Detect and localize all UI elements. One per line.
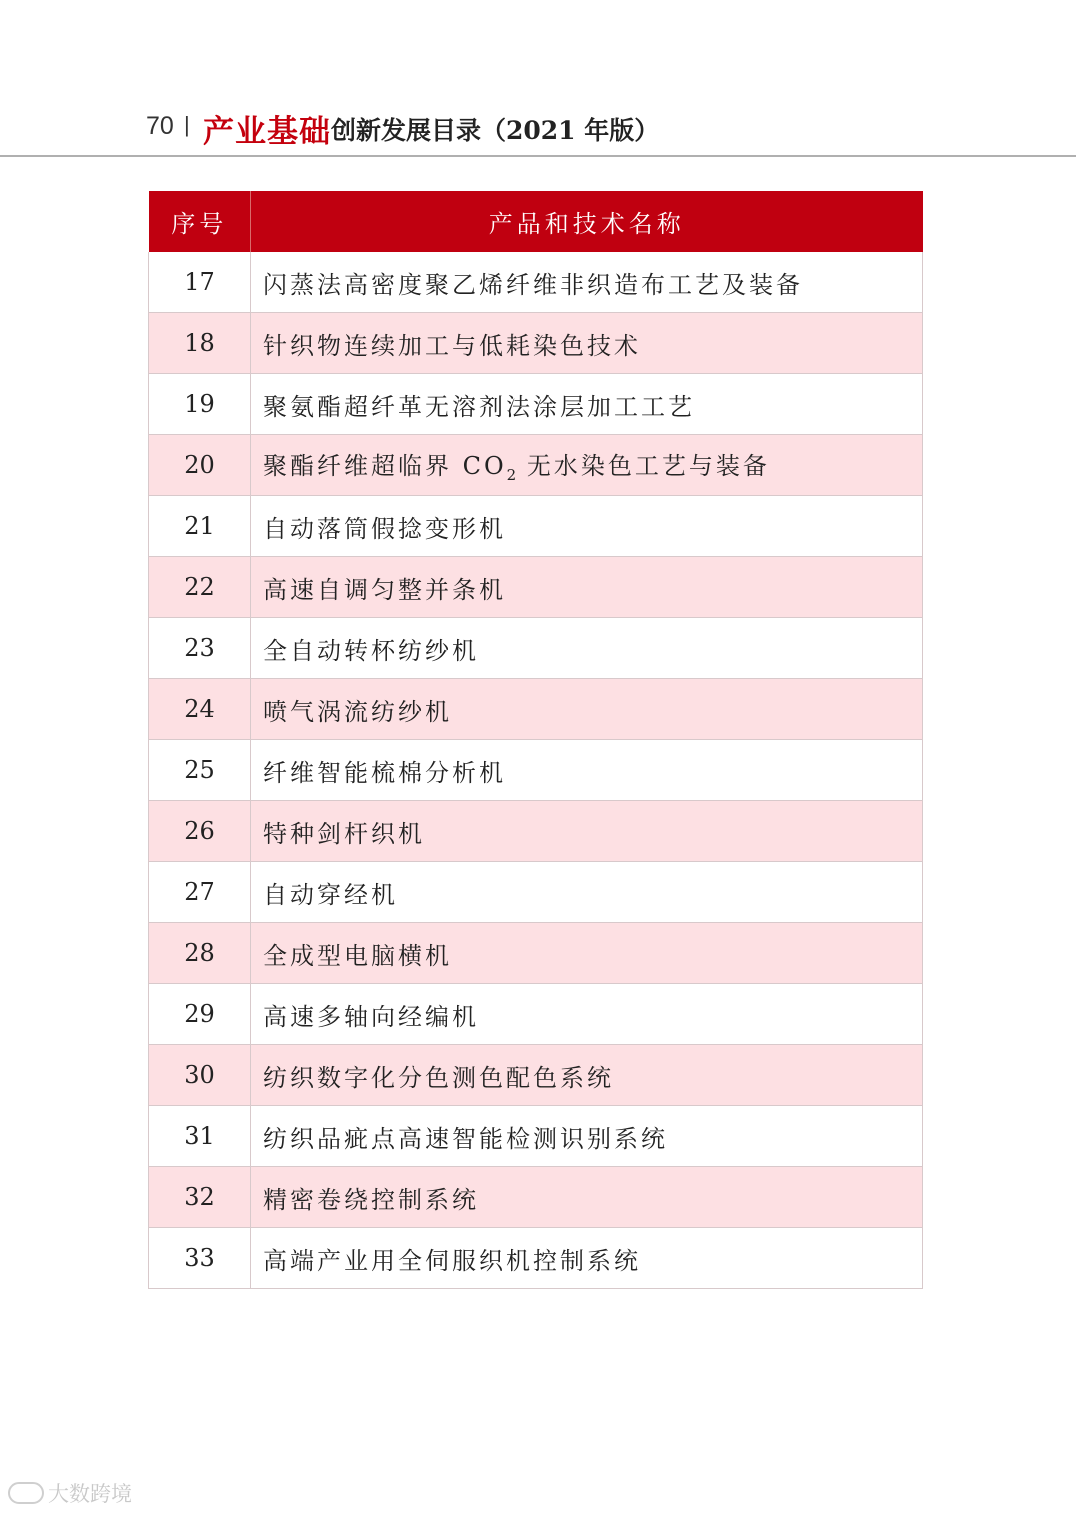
row-number: 22 <box>149 557 251 618</box>
column-header-name: 产品和技术名称 <box>251 191 923 252</box>
table-row <box>149 252 923 313</box>
page-header <box>0 100 1076 157</box>
table-row <box>149 862 923 923</box>
row-name: 全成型电脑横机 <box>251 923 923 984</box>
row-name: 高端产业用全伺服织机控制系统 <box>251 1228 923 1289</box>
header-separator: | <box>184 112 190 137</box>
row-number: 24 <box>149 679 251 740</box>
table-row <box>149 1045 923 1106</box>
row-number: 19 <box>149 374 251 435</box>
page-number: 70 <box>146 112 174 140</box>
table-row <box>149 1167 923 1228</box>
row-name: 纺织品疵点高速智能检测识别系统 <box>251 1106 923 1167</box>
watermark <box>8 1478 132 1508</box>
table-header-row <box>149 191 923 252</box>
table-row <box>149 618 923 679</box>
table-row <box>149 313 923 374</box>
table-row <box>149 679 923 740</box>
row-number: 28 <box>149 923 251 984</box>
co2-subscript: 2 <box>506 465 517 484</box>
row-name: 喷气涡流纺纱机 <box>251 679 923 740</box>
product-table <box>148 191 923 1289</box>
table-row <box>149 801 923 862</box>
row-name: 纤维智能梳棉分析机 <box>251 740 923 801</box>
row-name: 全自动转杯纺纱机 <box>251 618 923 679</box>
row-number: 18 <box>149 313 251 374</box>
title-highlight: 产业基础 <box>203 114 331 150</box>
row-name: 纺织数字化分色测色配色系统 <box>251 1045 923 1106</box>
row-name: 闪蒸法高密度聚乙烯纤维非织造布工艺及装备 <box>251 252 923 313</box>
watermark-logo-icon <box>8 1482 44 1504</box>
row-name-part: 聚酯纤维超临界 CO <box>263 452 507 481</box>
title-rest: 创新发展目录（2021 年版） <box>331 116 660 145</box>
table-row <box>149 374 923 435</box>
table-row <box>149 1106 923 1167</box>
row-number: 17 <box>149 252 251 313</box>
row-name: 针织物连续加工与低耗染色技术 <box>251 313 923 374</box>
row-number: 23 <box>149 618 251 679</box>
row-number: 33 <box>149 1228 251 1289</box>
row-number: 31 <box>149 1106 251 1167</box>
column-header-number: 序号 <box>149 191 251 252</box>
row-number: 21 <box>149 496 251 557</box>
row-name: 聚氨酯超纤革无溶剂法涂层加工工艺 <box>251 374 923 435</box>
row-name-part: 无水染色工艺与装备 <box>516 452 770 481</box>
row-number: 25 <box>149 740 251 801</box>
row-number: 30 <box>149 1045 251 1106</box>
table-row <box>149 923 923 984</box>
table-row <box>149 1228 923 1289</box>
row-name: 高速自调匀整并条机 <box>251 557 923 618</box>
row-name: 精密卷绕控制系统 <box>251 1167 923 1228</box>
row-name: 自动穿经机 <box>251 862 923 923</box>
table-row <box>149 435 923 496</box>
row-number: 29 <box>149 984 251 1045</box>
row-name: 自动落筒假捻变形机 <box>251 496 923 557</box>
table-row <box>149 984 923 1045</box>
table-row <box>149 740 923 801</box>
row-number: 32 <box>149 1167 251 1228</box>
row-name: 特种剑杆织机 <box>251 801 923 862</box>
table-row <box>149 496 923 557</box>
row-name <box>251 435 923 496</box>
watermark-text: 大数跨境 <box>48 1482 132 1506</box>
row-number: 26 <box>149 801 251 862</box>
row-name: 高速多轴向经编机 <box>251 984 923 1045</box>
row-number: 27 <box>149 862 251 923</box>
table-row <box>149 557 923 618</box>
row-number: 20 <box>149 435 251 496</box>
